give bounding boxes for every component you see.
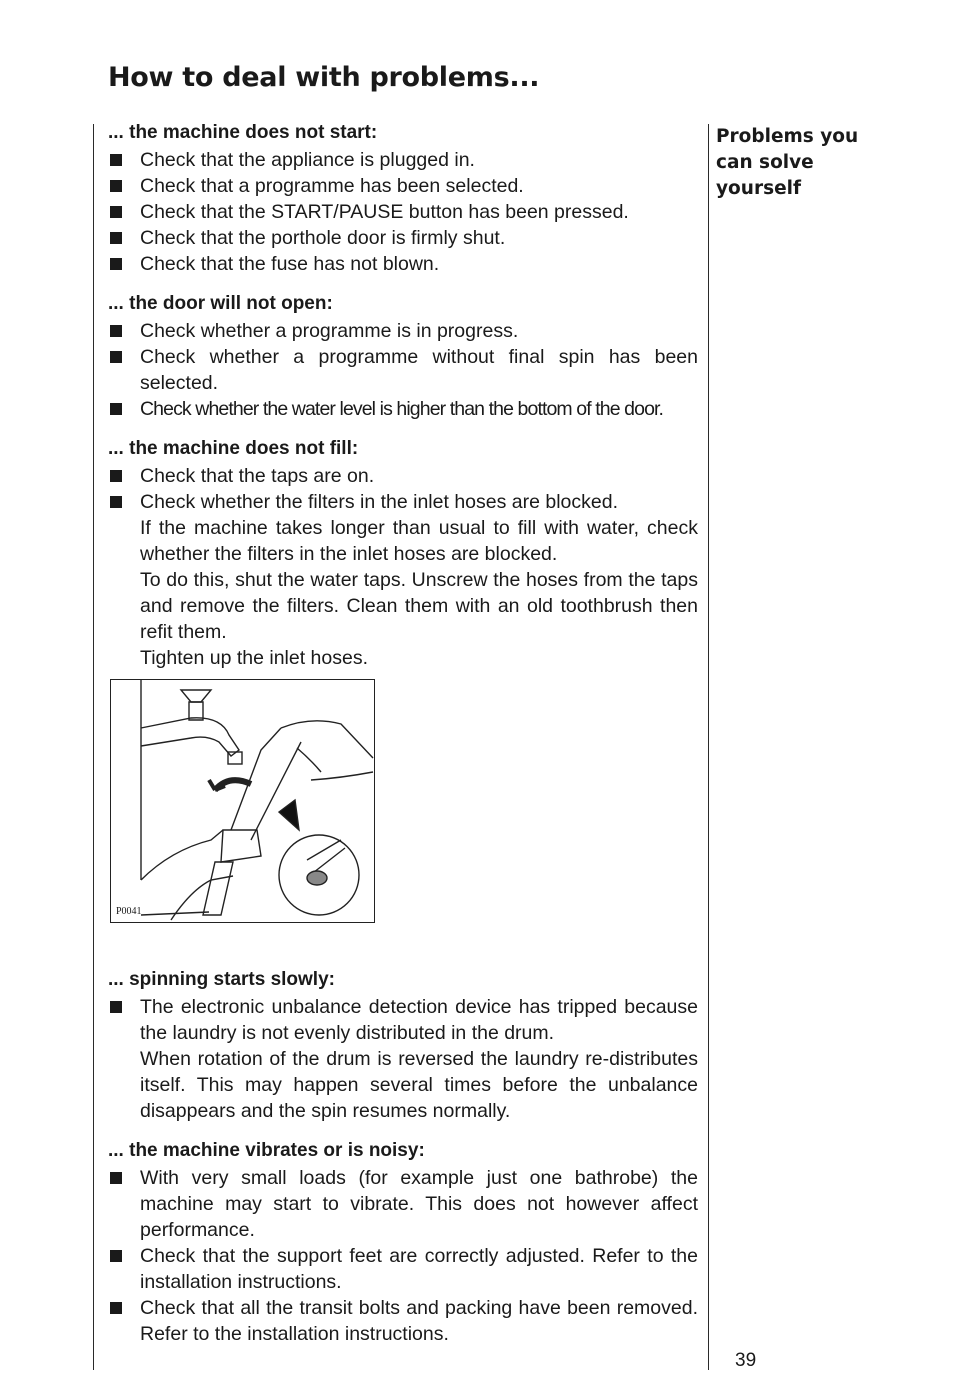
paragraph: If the machine takes longer than usual to fill with water, check whether the filters in the inlet hoses are blocked. <box>140 517 698 565</box>
left-margin-rule <box>93 124 94 1370</box>
list-item-text: Check whether a programme is in progress. <box>140 320 519 342</box>
bullet-list <box>108 147 698 277</box>
tap-and-hose-drawing <box>111 680 374 922</box>
list-item-text: Check whether the water level is higher than the bottom of the door. <box>140 398 664 420</box>
section-heading: ... the machine does not fill: <box>108 438 359 459</box>
bullet-list <box>108 318 698 422</box>
square-bullet-icon <box>110 351 122 363</box>
list-item-text: Check that the fuse has not blown. <box>140 253 440 275</box>
square-bullet-icon <box>110 1001 122 1013</box>
paragraph: Tighten up the inlet hoses. <box>140 647 369 669</box>
bullet-list <box>108 1165 698 1347</box>
list-item-text: The electronic unbalance detection device has tripped because the laundry is not evenly distributed in the drum. <box>140 996 698 1044</box>
page-title: How to deal with problems... <box>108 62 540 93</box>
square-bullet-icon <box>110 206 122 218</box>
section-machine-does-not-fill <box>108 436 698 923</box>
square-bullet-icon <box>110 470 122 482</box>
figure-label: P0041 <box>116 906 142 917</box>
list-item-text: Check that the START/PAUSE button has been pressed. <box>140 201 629 223</box>
main-column <box>108 120 698 1347</box>
square-bullet-icon <box>110 1302 122 1314</box>
list-item <box>108 225 698 251</box>
square-bullet-icon <box>110 496 122 508</box>
square-bullet-icon <box>110 258 122 270</box>
list-item <box>108 396 698 422</box>
square-bullet-icon <box>110 325 122 337</box>
section-machine-does-not-start <box>108 120 698 277</box>
paragraph: To do this, shut the water taps. Unscrew the hoses from the taps and remove the filters. Clean them with an old toothbrush then refit them. <box>140 569 698 643</box>
square-bullet-icon <box>110 180 122 192</box>
square-bullet-icon <box>110 403 122 415</box>
bullet-list <box>108 463 698 515</box>
list-item-text: Check whether a programme without final spin has been selected. <box>140 346 698 394</box>
section-heading: ... the machine does not start: <box>108 122 378 143</box>
list-item <box>108 1243 698 1295</box>
section-heading: ... the machine vibrates or is noisy: <box>108 1140 425 1161</box>
list-item-text: Check that the porthole door is firmly shut. <box>140 227 506 249</box>
square-bullet-icon <box>110 232 122 244</box>
list-item-text: Check that the support feet are correctly adjusted. Refer to the installation instructions. <box>140 1245 698 1293</box>
list-item-text: With very small loads (for example just one bathrobe) the machine may start to vibrate. This does not however affect performance. <box>140 1167 698 1241</box>
list-item-text: Check whether the filters in the inlet hoses are blocked. <box>140 491 619 513</box>
list-item <box>108 344 698 396</box>
bullet-list <box>108 994 698 1046</box>
square-bullet-icon <box>110 1172 122 1184</box>
list-item <box>108 318 698 344</box>
list-item <box>108 251 698 277</box>
list-item <box>108 147 698 173</box>
filter-illustration <box>110 679 375 923</box>
list-item <box>108 463 698 489</box>
list-item-text: Check that the appliance is plugged in. <box>140 149 475 171</box>
list-item-text: Check that the taps are on. <box>140 465 375 487</box>
column-divider-rule <box>708 124 709 1370</box>
section-spinning-starts-slowly <box>108 967 698 1124</box>
list-item <box>108 1165 698 1243</box>
section-machine-vibrates <box>108 1138 698 1347</box>
square-bullet-icon <box>110 154 122 166</box>
list-item <box>108 489 698 515</box>
section-heading: ... spinning starts slowly: <box>108 969 335 990</box>
list-item-text: Check that a programme has been selected. <box>140 175 524 197</box>
list-item <box>108 173 698 199</box>
section-heading: ... the door will not open: <box>108 293 333 314</box>
list-item <box>108 1295 698 1347</box>
list-item <box>108 994 698 1046</box>
section-door-will-not-open <box>108 291 698 422</box>
square-bullet-icon <box>110 1250 122 1262</box>
paragraph: When rotation of the drum is reversed the laundry re-distributes itself. This may happen several times before the unbalance disappears and the spin resumes normally. <box>140 1048 698 1122</box>
list-item <box>108 199 698 225</box>
side-heading: Problems you can solve yourself <box>716 126 859 199</box>
page-number: 39 <box>735 1350 757 1371</box>
list-item-text: Check that all the transit bolts and packing have been removed. Refer to the installation instructions. <box>140 1297 698 1345</box>
